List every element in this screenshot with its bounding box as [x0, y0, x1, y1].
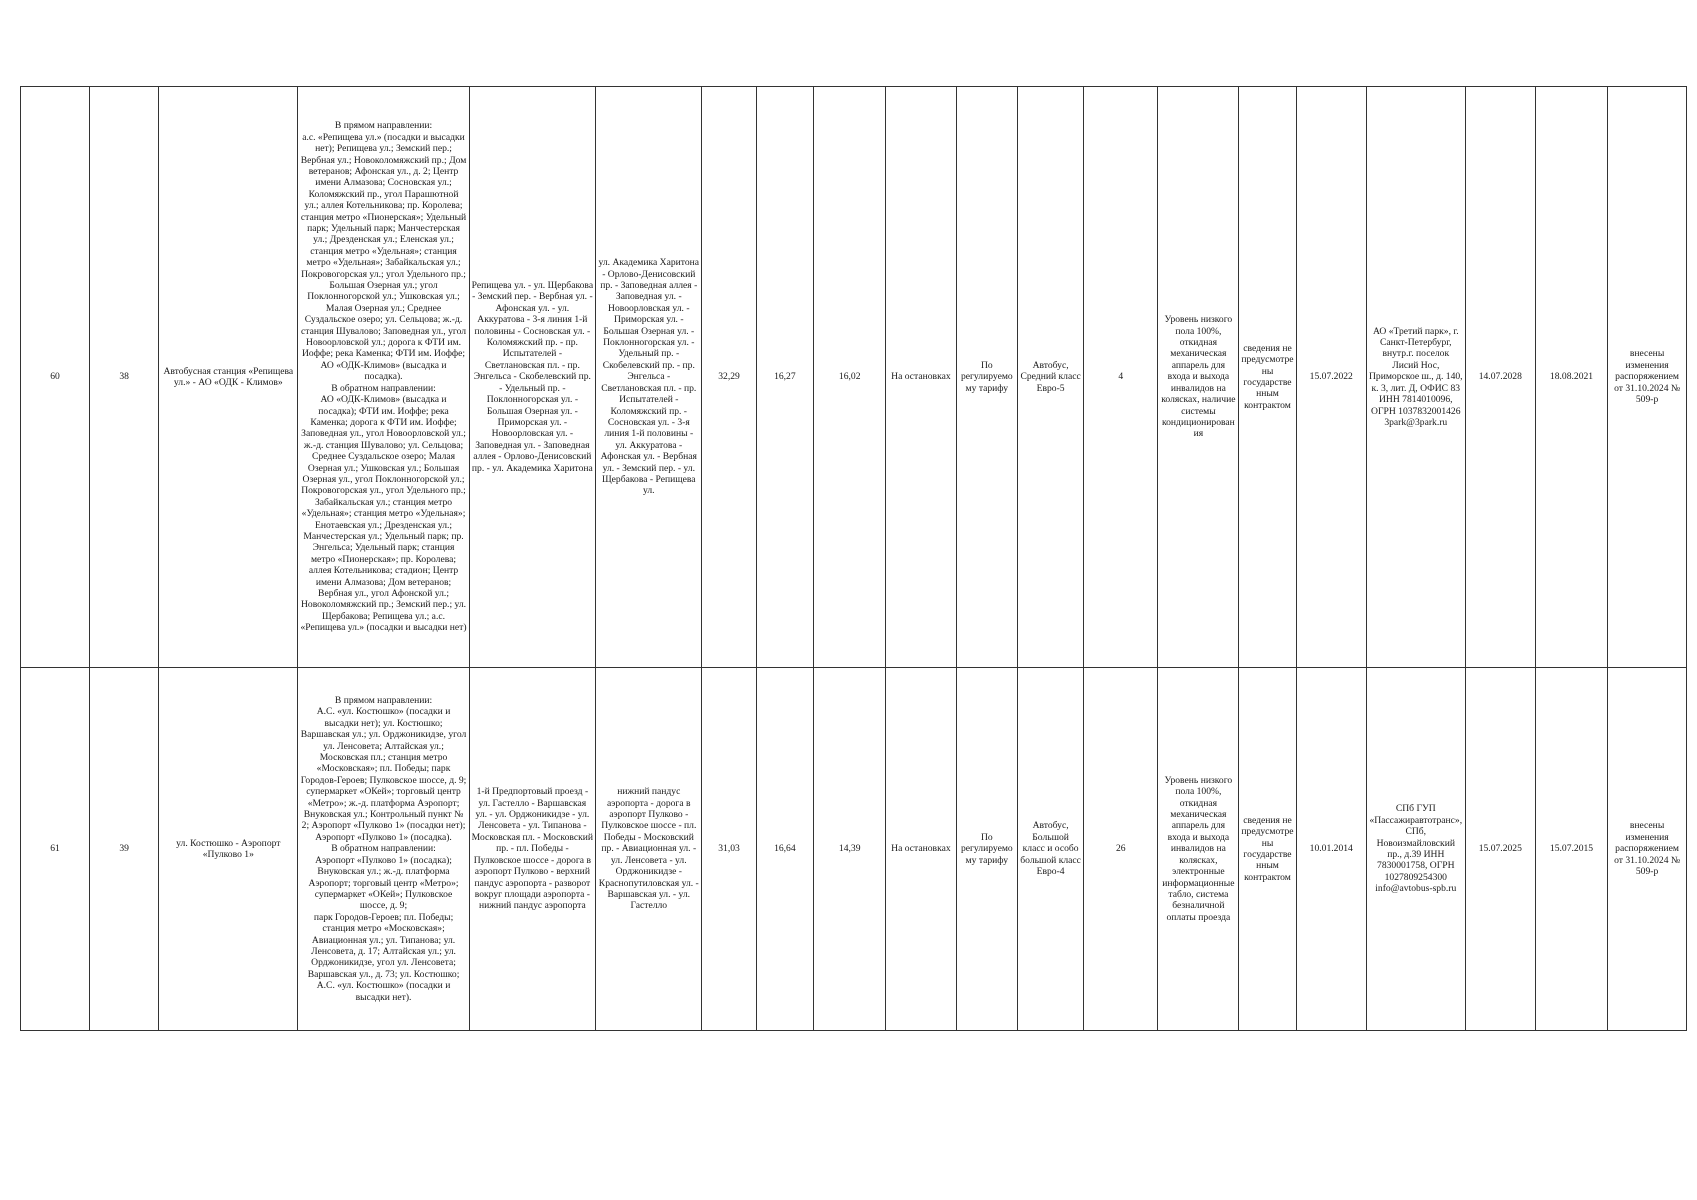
vehicle-features-cell: Уровень низкого пола 100%, откидная механическая аппарель для входа и выхода инвалидов на колясках, наличие системы кондиционирования — [1158, 87, 1239, 668]
stops-list-cell: В прямом направлении: А.С. «ул. Костюшко» (посадки и высадки нет); ул. Костюшко; Варшавская ул.; ул. Орджоникидзе, угол ул. Ленсовета; Алтайская ул.; Московская пл.; станция метро «Московская»; пл. Победы; парк Городов-Героев; Пулковское шоссе, д. 9; супермаркет «ОКей»; торговый центр «Метро»; ж.-д. платформа Аэропорт; Внуковская ул.; Контрольный пункт № 2; Аэропорт «Пулково 1» (посадки нет); Аэропорт «Пулково 1» (посадка). В обратном направлении: Аэропорт «Пулково 1» (посадка); Внуковская ул.; ж.-д. платформа Аэропорт; торговый центр «Метро»; супермаркет «ОКей»; Пулковское шоссе, д. 9; парк Городов-Героев; пл. Победы; станция метро «Московская»; Авиационная ул.; ул. Типанова; ул. Ленсовета, д. 17; Алтайская ул.; ул. Орджоникидзе, угол ул. Ленсовета; Варшавская ул., д. 73; ул. Костюшко; А.С. «ул. Костюшко» (посадки и высадки нет). — [298, 668, 469, 1031]
tariff-cell: По регулируемому тарифу — [956, 87, 1018, 668]
streets-forward-cell: Репищева ул. - ул. Щербакова - Земский пер. - Вербная ул. - Афонская ул. - ул. Аккуратова - 3-я линия 1-й половины - Сосновская ул. - Коломяжский пр. - пр. Испытателей - Светлановская пл. - пр. Энгельса - Скобелевский пр. - Удельный пр. - Поклонногорская ул. - Большая Озерная ул. - Приморская ул. - Новоорловская ул. - Заповедная ул. - Заповедная аллея - Орлово-Денисовский пр. - ул. Академика Харитона — [469, 87, 596, 668]
carrier-cell: СПб ГУП «Пассажиравтотранс», СПб, Новоизмайловский пр., д.39 ИНН 7830001758, ОГРН 1027809254300 info@avtobus-spb.ru — [1366, 668, 1465, 1031]
row-number-cell: 60 — [21, 87, 90, 668]
streets-reverse-cell: ул. Академика Харитона - Орлово-Денисовский пр. - Заповедная аллея - Заповедная ул. - Новоорловская ул. - Приморская ул. - Большая Озерная ул. - Поклонногорская ул. - Удельный пр. - Скобелевский пр. - пр. Энгельса - Светлановская пл. - пр. Испытателей - Коломяжский пр. - Сосновская ул. - 3-я линия 1-й половины - ул. Аккуратова - Афонская ул. - Вербная ул. - Земский пер. - ул. Щербакова - Репищева ул. — [596, 87, 702, 668]
length-forward-cell: 16,64 — [756, 668, 813, 1031]
vehicle-count-cell: 4 — [1084, 87, 1158, 668]
streets-forward-cell: 1-й Предпортовый проезд - ул. Гастелло - Варшавская ул. - ул. Орджоникидзе - ул. Ленсовета - ул. Типанова - Московская пл. - Московский пр. - пл. Победы - Пулковское шоссе - дорога в аэропорт Пулково - верхний пандус аэропорта - разворот вокруг площади аэропорта - нижний пандус аэропорта — [469, 668, 596, 1031]
table-row — [21, 668, 1687, 1031]
length-total-cell: 31,03 — [702, 668, 756, 1031]
route-registry-table — [20, 86, 1687, 1031]
length-total-cell: 32,29 — [702, 87, 756, 668]
amendment-cell: внесены изменения распоряжением от 31.10.2024 № 509-р — [1608, 668, 1687, 1031]
vehicle-class-cell: Автобус, Большой класс и особо большой класс Евро-4 — [1018, 668, 1084, 1031]
date-registry-cell: 18.08.2021 — [1535, 87, 1607, 668]
date-end-cell: 14.07.2028 — [1465, 87, 1535, 668]
tariff-cell: По регулируемому тарифу — [956, 668, 1018, 1031]
route-number-cell: 39 — [90, 668, 159, 1031]
length-reverse-cell: 16,02 — [814, 87, 886, 668]
contract-info-cell: сведения не предусмотрены государственным контрактом — [1239, 87, 1296, 668]
date-start-cell: 15.07.2022 — [1296, 87, 1366, 668]
vehicle-class-cell: Автобус, Средний класс Евро-5 — [1018, 87, 1084, 668]
stops-list-cell: В прямом направлении: а.с. «Репищева ул.» (посадки и высадки нет); Репищева ул.; Земский пер.; Вербная ул.; Новоколомяжский пр.; Дом ветеранов; Афонская ул., д. 2; Центр имени Алмазова; Сосновская ул.; Коломяжский пр., угол Парашютной ул.; аллея Котельникова; пр. Королева; станция метро «Пионерская»; Удельный парк; Удельный парк; Манчестерская ул.; Дрезденская ул.; Еленская ул.; станция метро «Удельная»; станция метро «Удельная»; Забайкальская ул.; Покровогорская ул.; угол Удельного пр.; Большая Озерная ул.; угол Поклонногорской ул.; Ушковская ул.; Малая Озерная ул.; Среднее Суздальское озеро; ул. Сельцова; ж.-д. станция Шувалово; Заповедная ул., угол Новоорловской ул.; дорога к ФТИ им. Иоффе; река Каменка; ФТИ им. Иоффе; АО «ОДК-Климов» (высадка и посадка). В обратном направлении: АО «ОДК-Климов» (высадка и посадка); ФТИ им. Иоффе; река Каменка; дорога к ФТИ им. Иоффе; Заповедная ул., угол Новоорловской ул.; ж.-д. станция Шувалово; ул. Сельцова; Среднее Суздальское озеро; Малая Озерная ул.; Ушковская ул.; Большая Озерная ул., угол Поклонногорской ул.; Покровогорская ул., угол Удельного пр.; Забайкальская ул.; станция метро «Удельная»; станция метро «Удельная»; Енотаевская ул.; Дрезденская ул.; Манчестерская ул.; Удельный парк; пр. Энгельса; Удельный парк; станция метро «Пионерская»; пр. Королева; аллея Котельникова; стадион; Центр имени Алмазова; Дом ветеранов; Вербная ул., угол Афонской ул.; Новоколомяжский пр.; Земский пер.; ул. Щербакова; Репищева ул.; а.с. «Репищева ул.» (посадки и высадки нет) — [298, 87, 469, 668]
length-forward-cell: 16,27 — [756, 87, 813, 668]
row-number-cell: 61 — [21, 668, 90, 1031]
carrier-cell: АО «Третий парк», г. Санкт-Петербург, внутр.г. поселок Лисий Нос, Приморское ш., д. 140, к. 3, лит. Д, ОФИС 83 ИНН 7814010096, ОГРН 1037832001426 3park@3park.ru — [1366, 87, 1465, 668]
date-start-cell: 10.01.2014 — [1296, 668, 1366, 1031]
vehicle-features-cell: Уровень низкого пола 100%, откидная механическая аппарель для входа и выхода инвалидов на колясках, электронные информационные табло, система безналичной оплаты проезда — [1158, 668, 1239, 1031]
amendment-cell: внесены изменения распоряжением от 31.10.2024 № 509-р — [1608, 87, 1687, 668]
length-reverse-cell: 14,39 — [814, 668, 886, 1031]
route-number-cell: 38 — [90, 87, 159, 668]
table-row — [21, 87, 1687, 668]
stop-procedure-cell: На остановках — [886, 668, 956, 1031]
date-registry-cell: 15.07.2015 — [1535, 668, 1607, 1031]
streets-reverse-cell: нижний пандус аэропорта - дорога в аэропорт Пулково - Пулковское шоссе - пл. Победы - Московский пр. - Авиационная ул. - ул. Ленсовета - ул. Орджоникидзе - Краснопутиловская ул. - Варшавская ул. - ул. Гастелло — [596, 668, 702, 1031]
stop-procedure-cell: На остановках — [886, 87, 956, 668]
date-end-cell: 15.07.2025 — [1465, 668, 1535, 1031]
route-name-cell: ул. Костюшко - Аэропорт «Пулково 1» — [159, 668, 298, 1031]
vehicle-count-cell: 26 — [1084, 668, 1158, 1031]
route-name-cell: Автобусная станция «Репищева ул.» - АО «ОДК - Климов» — [159, 87, 298, 668]
contract-info-cell: сведения не предусмотрены государственным контрактом — [1239, 668, 1296, 1031]
